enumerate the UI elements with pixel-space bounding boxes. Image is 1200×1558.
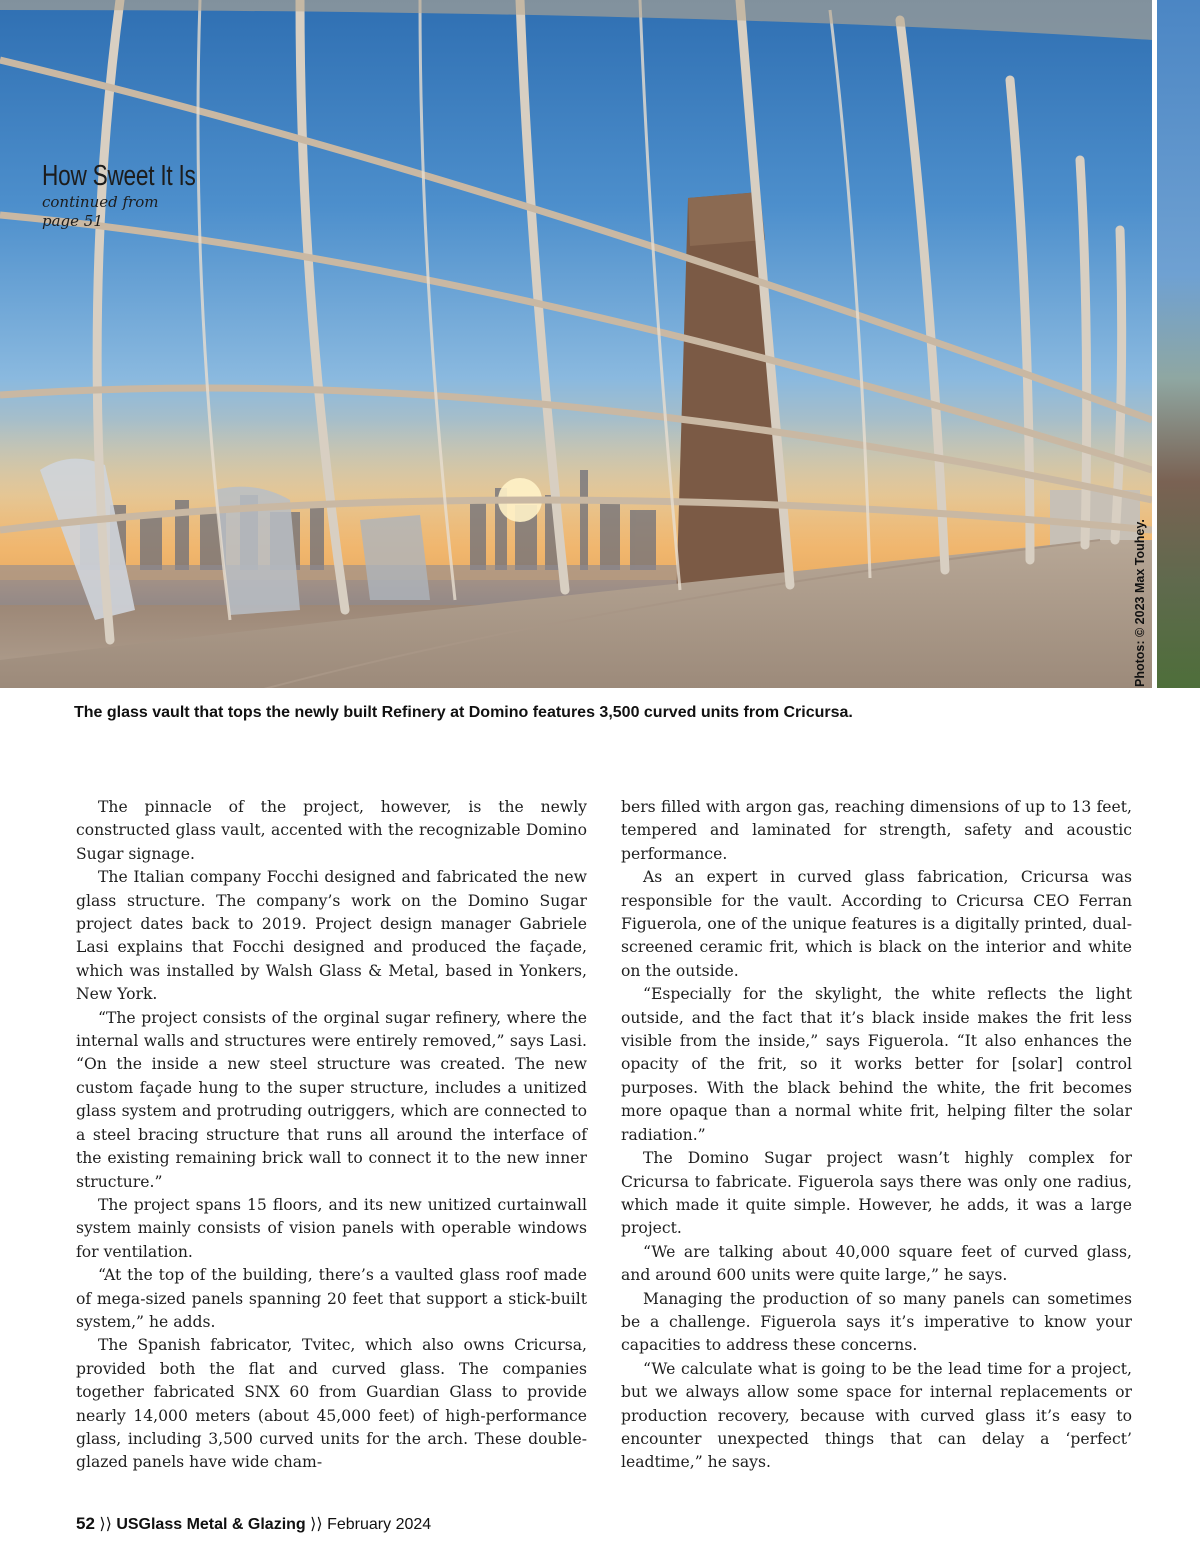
photo-credit: Photos: © 2023 Max Touhey. <box>1133 519 1147 687</box>
paragraph: The project spans 15 floors, and its new unitized curtainwall system mainly consists of vision panels with operable windows for ventilation. <box>76 1195 587 1261</box>
page-number: 52 <box>76 1514 95 1533</box>
paragraph: The Italian company Focchi designed and fabricated the new glass structure. The company’s work on the Domino Sugar project dates back to 2019. Project design manager Gabriele Lasi explains that Focchi designed and produced the façade, which was installed by Walsh Glass & Metal, based in Yonkers, New York. <box>76 868 587 1004</box>
paragraph: “The project consists of the orginal sugar refinery, where the internal walls and structures were entirely removed,” says Lasi. “On the inside a new steel structure was created. The new custom façade hung to the super structure, includes a unitized glass system and protruding outriggers, which are connected to a steel bracing structure that runs all around the interface of the existing remaining brick wall to connect it to the new inner structure.” <box>76 1008 587 1191</box>
paragraph: “At the top of the building, there’s a vaulted glass roof made of mega-sized panels spanning 20 feet that support a stick-built system,” he adds. <box>76 1266 587 1331</box>
paragraph: The Domino Sugar project wasn’t highly complex for Cricursa to fabricate. Figuerola says there was only one radius, which made it quite simple. However, he adds, it was a large project. <box>621 1149 1132 1238</box>
photo-caption: The glass vault that tops the newly built Refinery at Domino features 3,500 curved units from Cricursa. <box>74 704 853 721</box>
issue-date: February 2024 <box>327 1516 432 1533</box>
paragraph: The Spanish fabricator, Tvitec, which also owns Cricursa, provided both the flat and curved glass. The companies together fabricated SNX 60 from Guardian Glass to provide nearly 14,000 meters (about 45,000 feet) of high-performance glass, including 3,500 curved units for the arch. These double-glazed panels have wide cham- <box>76 1336 587 1472</box>
paragraph: The pinnacle of the project, however, is the newly constructed glass vault, accented with the recognizable Domino Sugar signage. <box>76 798 587 863</box>
paragraph-continued: bers filled with argon gas, reaching dimensions of up to 13 feet, tempered and laminated for strength, safety and acoustic performance. <box>621 798 1132 863</box>
paragraph: Managing the production of so many panels can sometimes be a challenge. Figuerola says it’s imperative to know your capacities to address these concerns. <box>621 1289 1132 1355</box>
magazine-name: USGlass Metal & Glazing <box>116 1516 306 1533</box>
paragraph: “Especially for the skylight, the white reflects the light outside, and the fact that it’s black inside makes the frit less visible from the inside,” says Figuerola. “It also enhances the opacity of the frit, so it works better for [solar] control purposes. With the black behind the white, the frit becomes more opaque than a normal white frit, helping filter the solar radiation.” <box>621 985 1132 1144</box>
adjacent-page-photo <box>1157 0 1200 688</box>
paragraph: “We are talking about 40,000 square feet of curved glass, and around 600 units were quite large,” he says. <box>621 1242 1132 1285</box>
separator-chevrons: ⟩⟩ <box>99 1516 112 1533</box>
article-column-left <box>76 796 587 1475</box>
article-column-right <box>621 796 1132 1475</box>
separator-chevrons: ⟩⟩ <box>310 1516 323 1533</box>
continued-from-note: continued from page 51 <box>42 193 159 230</box>
page-footer <box>76 1514 431 1534</box>
paragraph: As an expert in curved glass fabrication, Cricursa was responsible for the vault. According to Cricursa CEO Ferran Figuerola, one of the unique features is a digitally printed, dual-screened ceramic frit, which is black on the interior and white on the outside. <box>621 868 1132 980</box>
paragraph: “We calculate what is going to be the lead time for a project, but we always allow some space for internal replacements or production recovery, because with curved glass it’s easy to encounter unexpected things that can delay a ‘perfect’ leadtime,” he says. <box>621 1359 1132 1472</box>
glass-vault-illustration <box>0 0 1152 688</box>
kicker-title: How Sweet It Is <box>42 160 196 192</box>
hero-photo <box>0 0 1152 688</box>
